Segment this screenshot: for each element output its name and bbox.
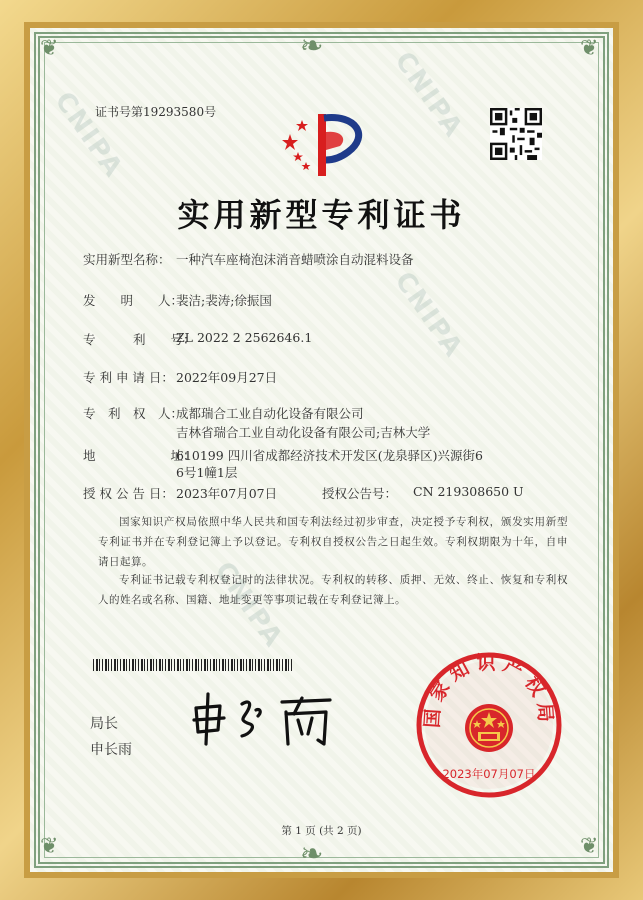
corner-ornament-icon: ❦ <box>40 36 59 61</box>
qr-code-icon <box>490 108 542 160</box>
grant-number-label: 授权公告号： <box>322 486 398 501</box>
inventor-value: 裴洁;裴涛;徐振国 <box>176 293 272 308</box>
patent-number-label: 专 利 号： <box>83 332 196 347</box>
patent-number-value: ZL 2022 2 2562646.1 <box>176 330 313 345</box>
bottom-ornament-icon: ❧ <box>300 837 324 870</box>
certificate-title: 实用新型专利证书 <box>177 196 466 234</box>
barcode <box>93 659 293 671</box>
grant-date-value: 2023年07月07日 <box>176 486 278 501</box>
patentee-label: 专 利 权 人： <box>83 406 184 421</box>
patentee-value-2: 吉林省瑞合工业自动化设备有限公司;吉林大学 <box>176 425 431 440</box>
grant-date-label: 授 权 公 告 日： <box>83 486 174 501</box>
cnipa-logo-icon <box>278 110 374 178</box>
grant-number-value: CN 219308650 U <box>413 484 524 499</box>
watermark: CNIPA <box>208 556 289 654</box>
legal-status-paragraph: 专利证书记载专利权登记时的法律状况。专利权的转移、质押、无效、终止、恢复和专利权人的姓名或名称、国籍、地址变更等事项记载在专利登记簿上。 <box>98 574 568 606</box>
director-signature <box>190 690 340 748</box>
corner-ornament-icon: ❦ <box>40 834 59 859</box>
certificate-number: 证书号第19293580号 <box>95 105 217 119</box>
corner-ornament-icon: ❦ <box>580 36 599 61</box>
director-title: 局长 <box>90 716 118 732</box>
page-footer: 第 1 页 (共 2 页) <box>281 825 362 837</box>
address-value-1: 610199 四川省成都经济技术开发区(龙泉驿区)兴源街6 <box>176 448 483 463</box>
top-ornament-icon: ❧ <box>300 29 324 62</box>
utility-model-name-value: 一种汽车座椅泡沫消音蜡喷涂自动混料设备 <box>176 252 414 267</box>
filing-date-label: 专 利 申 请 日： <box>83 370 174 385</box>
watermark: CNIPA <box>388 266 469 364</box>
address-label: 地 址： <box>83 448 196 463</box>
watermark: CNIPA <box>48 86 129 184</box>
grant-statement-paragraph: 国家知识产权局依照中华人民共和国专利法经过初步审查，决定授予专利权，颁发实用新型专利证书并在专利登记簿上予以登记。专利权自授权公告之日起生效。专利权期限为十年，自申请日起算。 <box>98 516 568 568</box>
official-seal <box>414 650 564 800</box>
address-value-2: 6号1幢1层 <box>176 465 238 480</box>
corner-ornament-icon: ❦ <box>580 834 599 859</box>
utility-model-name-label: 实用新型名称： <box>83 252 171 267</box>
seal-date: 2023年07月07日 <box>442 767 536 781</box>
patentee-value-1: 成都瑞合工业自动化设备有限公司 <box>176 406 364 421</box>
inventor-label: 发 明 人： <box>83 293 184 308</box>
watermark: CNIPA <box>388 46 469 144</box>
filing-date-value: 2022年09月27日 <box>176 370 278 385</box>
director-name: 申长雨 <box>90 742 132 758</box>
seal-text: 国家知识产权局 <box>421 652 557 729</box>
